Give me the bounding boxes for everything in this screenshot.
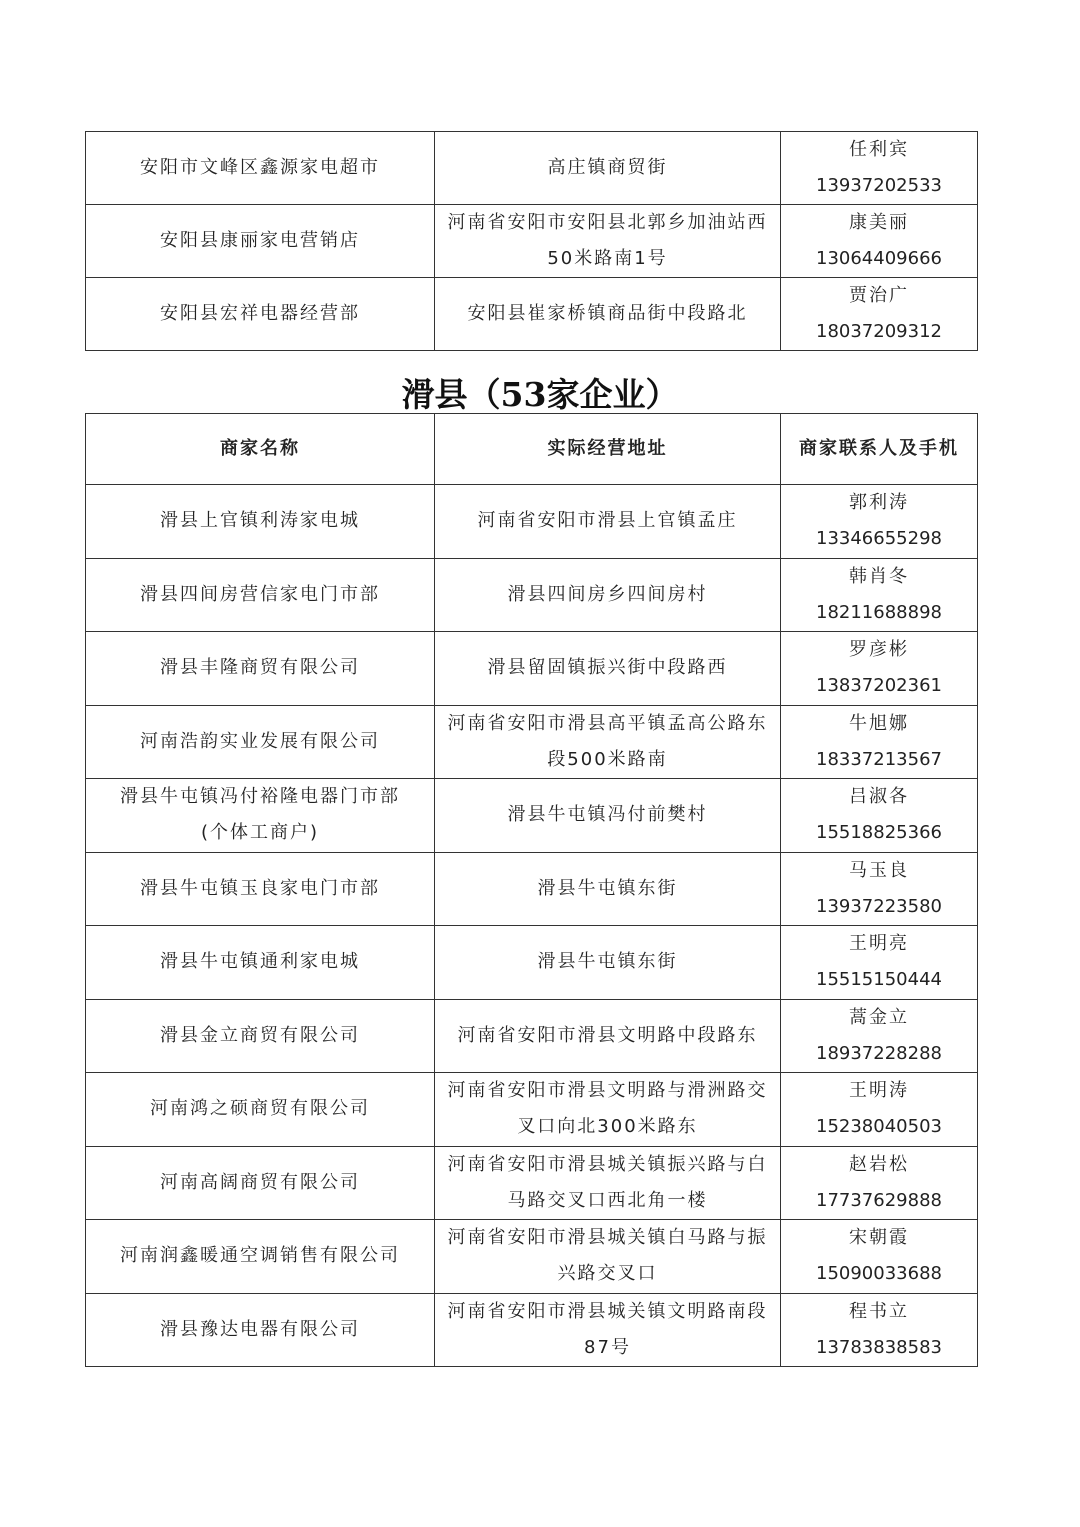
address-cell [435, 558, 781, 632]
merchant-name-cell [86, 779, 435, 853]
merchant-name: 安阳市文峰区鑫源家电超市 [140, 157, 380, 178]
address-line: 滑县牛屯镇东街 [537, 951, 678, 973]
address-cell [435, 779, 781, 853]
contact-name: 蒿金立 [849, 1006, 909, 1028]
merchant-name-line: 河南鸿之硕商贸有限公司 [150, 1098, 370, 1120]
contact-cell [781, 1073, 978, 1147]
contact-phone: 13064409666 [816, 248, 942, 269]
table-row [86, 705, 978, 779]
table-row [86, 779, 978, 853]
contact-name: 康美丽 [849, 212, 909, 233]
header-row [86, 414, 978, 485]
table-row [86, 999, 978, 1073]
contact-cell [781, 926, 978, 1000]
table-row [86, 926, 978, 1000]
contact-cell [781, 205, 978, 278]
address-cell [435, 705, 781, 779]
contact-phone: 13937223580 [816, 895, 942, 917]
contact-phone: 15518825366 [816, 822, 942, 844]
address-line: 滑县四间房乡四间房村 [507, 583, 708, 605]
contact-cell [781, 485, 978, 559]
header-merchant-name: 商家名称 [86, 414, 435, 485]
table-row [86, 852, 978, 926]
contact-phone: 17737629888 [816, 1189, 942, 1211]
address-cell [435, 999, 781, 1073]
merchant-name-cell [86, 485, 435, 559]
contact-phone: 18211688898 [816, 601, 942, 623]
address-line: 兴路交叉口 [557, 1263, 658, 1285]
merchant-name-line: 滑县牛屯镇通利家电城 [160, 951, 360, 973]
header-address: 实际经营地址 [435, 414, 781, 485]
contact-cell [781, 1146, 978, 1220]
table-row [86, 278, 978, 351]
merchant-name-line: 河南浩韵实业发展有限公司 [140, 730, 380, 752]
address-line: 高庄镇商贸街 [547, 157, 668, 178]
contact-phone: 13837202361 [816, 675, 942, 697]
merchant-name-line: (个体工商户) [200, 822, 320, 844]
contact-phone: 18337213567 [816, 748, 942, 770]
merchant-name-cell [86, 132, 435, 205]
address-line: 河南省安阳市滑县文明路中段路东 [457, 1024, 758, 1046]
merchant-name-line: 河南润鑫暖通空调销售有限公司 [120, 1245, 400, 1267]
merchant-name-cell [86, 632, 435, 706]
merchant-name-line: 滑县牛屯镇玉良家电门市部 [140, 877, 380, 899]
merchant-name-cell [86, 852, 435, 926]
address-line: 河南省安阳市滑县城关镇振兴路与白 [447, 1153, 768, 1175]
address-cell [435, 1146, 781, 1220]
merchant-name-cell [86, 205, 435, 278]
contact-name: 罗彦彬 [849, 639, 909, 661]
merchant-name-line: 滑县牛屯镇冯付裕隆电器门市部 [120, 786, 400, 808]
merchant-name-line: 滑县豫达电器有限公司 [160, 1318, 360, 1340]
address-line: 87号 [584, 1336, 631, 1358]
contact-phone: 13783838583 [816, 1336, 942, 1358]
merchant-name-line: 滑县丰隆商贸有限公司 [160, 657, 360, 679]
merchant-name: 安阳县康丽家电营销店 [160, 230, 360, 251]
contact-cell [781, 779, 978, 853]
contact-cell [781, 558, 978, 632]
address-cell [435, 205, 781, 278]
merchant-name-cell [86, 1293, 435, 1367]
merchant-name-line: 河南高阔商贸有限公司 [160, 1171, 360, 1193]
address-line: 河南省安阳市滑县城关镇文明路南段 [447, 1300, 768, 1322]
address-line: 河南省安阳市安阳县北郭乡加油站西 [447, 212, 768, 233]
contact-name: 牛旭娜 [849, 712, 909, 734]
contact-cell [781, 705, 978, 779]
header-contact: 商家联系人及手机 [781, 414, 978, 485]
address-line: 马路交叉口西北角一楼 [507, 1189, 708, 1211]
contact-name: 任利宾 [849, 139, 909, 160]
address-cell [435, 1073, 781, 1147]
table-header [86, 414, 978, 485]
merchant-name-line: 滑县四间房营信家电门市部 [140, 583, 380, 605]
contact-name: 宋朝霞 [849, 1227, 909, 1249]
contact-cell [781, 999, 978, 1073]
address-cell [435, 1293, 781, 1367]
contact-name: 马玉良 [849, 859, 909, 881]
section-title: 滑县（53家企业） [401, 375, 679, 414]
contact-name: 王明涛 [849, 1080, 909, 1102]
address-line: 叉口向北300米路东 [517, 1116, 698, 1138]
address-line: 滑县牛屯镇东街 [537, 877, 678, 899]
merchant-name-line: 滑县金立商贸有限公司 [160, 1024, 360, 1046]
contact-phone: 15090033688 [816, 1263, 942, 1285]
contact-name: 贾治广 [849, 285, 909, 306]
contact-name: 王明亮 [849, 933, 909, 955]
address-line: 段500米路南 [547, 748, 668, 770]
contact-cell [781, 1293, 978, 1367]
table-row [86, 485, 978, 559]
contact-phone: 15238040503 [816, 1116, 942, 1138]
continued-merchant-table [85, 131, 978, 351]
merchant-name-line: 滑县上官镇利涛家电城 [160, 510, 360, 532]
table-row [86, 1293, 978, 1367]
merchant-name: 安阳县宏祥电器经营部 [160, 303, 360, 324]
contact-name: 韩肖冬 [849, 565, 909, 587]
merchant-name-cell [86, 558, 435, 632]
continued-table-body [86, 132, 978, 351]
contact-phone: 18937228288 [816, 1042, 942, 1064]
contact-phone: 13937202533 [816, 175, 942, 196]
address-line: 滑县留固镇振兴街中段路西 [487, 657, 728, 679]
address-line: 河南省安阳市滑县上官镇孟庄 [477, 510, 738, 532]
merchant-table-body [86, 485, 978, 1367]
address-line: 河南省安阳市滑县高平镇孟高公路东 [447, 712, 768, 734]
merchant-name-cell [86, 1220, 435, 1294]
address-cell [435, 852, 781, 926]
address-cell [435, 278, 781, 351]
contact-name: 郭利涛 [849, 492, 909, 514]
address-line: 安阳县崔家桥镇商品街中段路北 [467, 303, 748, 324]
address-line: 河南省安阳市滑县城关镇白马路与振 [447, 1227, 768, 1249]
table-row [86, 632, 978, 706]
contact-phone: 18037209312 [816, 321, 942, 342]
merchant-name-cell [86, 926, 435, 1000]
merchant-table [85, 413, 978, 1367]
merchant-name-cell [86, 1073, 435, 1147]
table-row [86, 1146, 978, 1220]
contact-name: 赵岩松 [849, 1153, 909, 1175]
address-cell [435, 926, 781, 1000]
address-cell [435, 485, 781, 559]
table-row [86, 1073, 978, 1147]
address-line: 滑县牛屯镇冯付前樊村 [507, 804, 708, 826]
table-row [86, 558, 978, 632]
contact-cell [781, 278, 978, 351]
address-line: 50米路南1号 [547, 248, 668, 269]
table-row [86, 1220, 978, 1294]
contact-cell [781, 852, 978, 926]
merchant-name-cell [86, 705, 435, 779]
table-row [86, 132, 978, 205]
merchant-name-cell [86, 278, 435, 351]
table-row [86, 205, 978, 278]
address-line: 河南省安阳市滑县文明路与滑洲路交 [447, 1080, 768, 1102]
contact-name: 程书立 [849, 1300, 909, 1322]
address-cell [435, 632, 781, 706]
contact-cell [781, 1220, 978, 1294]
merchant-name-cell [86, 1146, 435, 1220]
contact-cell [781, 632, 978, 706]
merchant-name-cell [86, 999, 435, 1073]
contact-name: 吕淑各 [849, 786, 909, 808]
contact-phone: 15515150444 [816, 969, 942, 991]
contact-phone: 13346655298 [816, 528, 942, 550]
address-cell [435, 1220, 781, 1294]
address-cell [435, 132, 781, 205]
contact-cell [781, 132, 978, 205]
